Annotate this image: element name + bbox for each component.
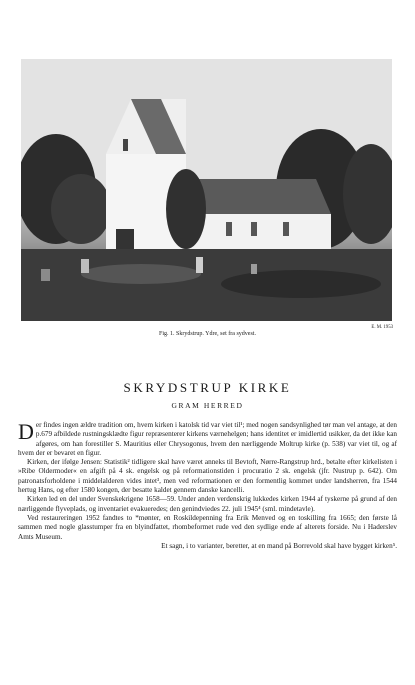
drop-cap: D	[18, 419, 34, 444]
page-subtitle: GRAM HERRED	[171, 401, 244, 410]
church-illustration	[21, 59, 392, 321]
page-title: SKRYDSTRUP KIRKE	[123, 380, 292, 395]
paragraph-3: Kirken led en del under Svenskekrigene 1658—59. Under anden verdenskrig lukkedes kirken 1944 af tyskerne på grund af den nærliggende flyveplads, og inventariet evakueredes; den genindviedes 22. juli 1945⁴ (sml. mindetavle).	[18, 495, 397, 513]
paragraph-5: Et sagn, i to varianter, beretter, at en mand på Borrevold skal have bygget kirken⁵.	[161, 541, 397, 550]
church-photograph	[21, 59, 392, 321]
photo-credit: E. M. 1953	[371, 325, 393, 330]
paragraph-2: Kirken, der ifølge Jensen: Statistik² tidligere skal have været anneks til Bevtoft, Nørre-Rangstrup hrd., betalte efter kirkelisten i »Ribe Oldermoder« en afgift på 4 sk. engelsk og på reformationstiden i procuratio 2 sk. engelsk (jfr. Nustrup p. 642). Om patronatsforholdene i middelalderen vides intet³, men ved reformationen er den formentlig kommet under landsherren, fra 1544 hertug Hans, og efter 1580 kongen, der besatte kaldet gennem danske kancelli.	[18, 458, 397, 495]
paragraph-1	[18, 421, 397, 458]
paragraph-4: Ved restaureringen 1952 fandtes to *mønter, en Roskildepenning fra Erik Menved og en toskilling fra 1665; den første lå sammen med nogle glasstumper fra en blyindfattet, rhombeformet rude ved den sydlige ende af alterets forside. Nu i Haderslev Amts Museum.	[18, 513, 397, 541]
figure-caption: Fig. 1. Skrydstrup. Ydre, set fra sydvest.	[159, 331, 256, 337]
paragraph-1-text: er findes ingen ældre tradition om, hvem kirken i katolsk tid var viet til¹; med nogen sandsynlighed tør man vel antage, at den p.679 afbildede rustningsklædte figur repræsenterer kirkens værnehelgen; hans identitet er imidlertid usikker, da det ikke kan afgøres, om han forestiller S. Mauritius eller Chrysogonus, hvem den nærliggende Moltrup kirke (p. 538) var viet til, og af hvem der er bevaret en figur.	[18, 421, 397, 457]
body-text	[18, 421, 397, 551]
